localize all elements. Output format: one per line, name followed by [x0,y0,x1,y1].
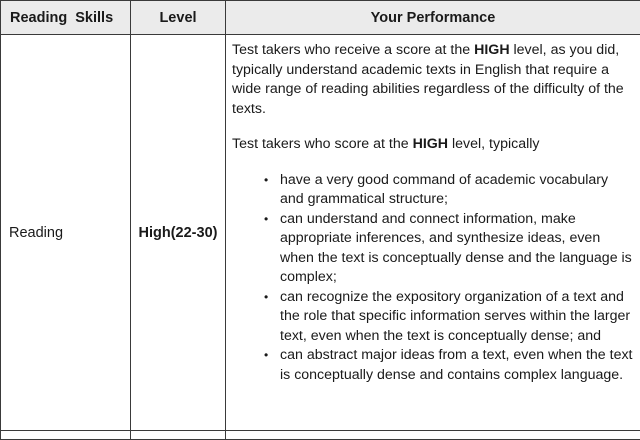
level-cell: High(22-30) [131,35,226,431]
paragraph-2-text-before: Test takers who score at the [232,136,413,152]
partial-cell [226,431,640,440]
performance-cell [226,35,640,431]
header-your-performance: Your Performance [226,1,640,35]
bullet-text: can recognize the expository organization of a text and the role that specific information serves within the larger text, even when the text is conceptually dense; and [280,289,630,344]
paragraph-2-text-after: level, typically [448,136,539,152]
list-item [280,210,634,288]
skills-bullet-list [232,171,634,386]
bullet-text: can abstract major ideas from a text, even when the text is conceptually dense and contains complex language. [280,347,633,383]
partial-cell [1,431,131,440]
header-reading-skills: Reading Skills [1,1,131,35]
bullet-icon: • [264,346,268,366]
bullet-icon: • [264,171,268,191]
bullet-icon: • [264,210,268,230]
performance-paragraph-1 [232,41,634,119]
paragraph-1-text-after: level, as you did, typically understand academic texts in English that require a wide range of reading abilities regardless of the difficulty of the texts. [232,42,624,117]
header-row [1,1,640,35]
bullet-text: can understand and connect information, make appropriate inferences, and synthesize ideas, even when the text is conceptually dense and the language is complex; [280,211,632,286]
bullet-text: have a very good command of academic vocabulary and grammatical structure; [280,172,608,208]
bullet-icon: • [264,288,268,308]
paragraph-1-text-before: Test takers who receive a score at the [232,42,474,58]
header-level: Level [131,1,226,35]
list-item [280,171,634,210]
list-item [280,288,634,347]
list-item [280,346,634,385]
table-row [1,35,640,431]
paragraph-1-level-bold: HIGH [474,42,509,58]
skill-cell: Reading [1,35,131,431]
table-row-partial [1,431,640,440]
paragraph-2-level-bold: HIGH [413,136,448,152]
performance-paragraph-2 [232,135,634,155]
partial-cell [131,431,226,440]
